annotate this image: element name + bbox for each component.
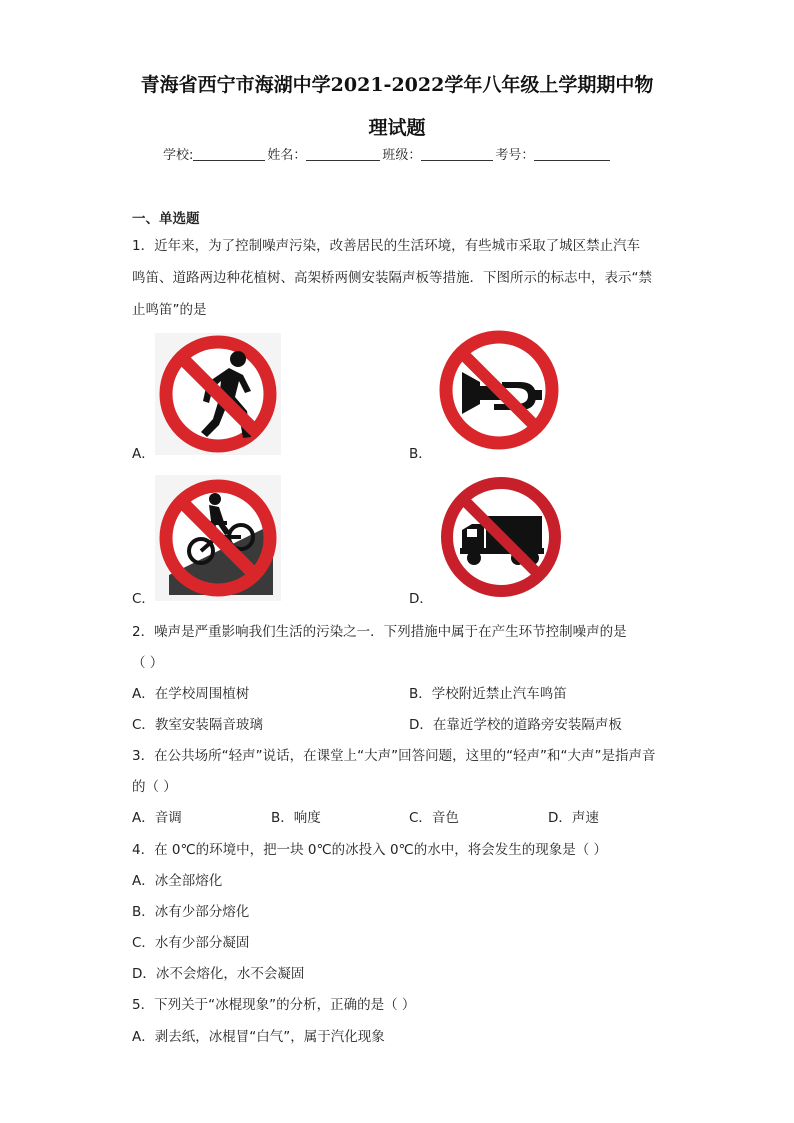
q2-option-a[interactable]: A．在学校周围植树 xyxy=(132,686,250,702)
no-pedestrian-sign-icon xyxy=(155,333,281,455)
q3-option-b[interactable]: B．响度 xyxy=(271,810,321,826)
q4-option-b[interactable]: B．冰有少部分熔化 xyxy=(132,904,250,920)
no-truck-sign-icon xyxy=(438,474,564,600)
number-label: 考号： xyxy=(495,148,535,163)
q1-option-a[interactable]: A． xyxy=(132,446,155,462)
q1-text-line3: 止鸣笛”的是 xyxy=(132,302,207,318)
section-heading-single-choice: 一、单选题 xyxy=(132,211,200,227)
q3-text-line1: 3．在公共场所“轻声”说话，在课堂上“大声”回答问题，这里的“轻声”和“大声”是指声音 xyxy=(132,748,656,764)
q1-option-b[interactable]: B． xyxy=(409,446,432,462)
q4-option-a[interactable]: A．冰全部熔化 xyxy=(132,873,223,889)
q3-option-c[interactable]: C．音色 xyxy=(409,810,459,826)
student-info-row xyxy=(163,144,612,163)
q1-text-line2: 鸣笛、道路两边种花植树、高架桥两侧安装隔声板等措施．下图所示的标志中，表示“禁 xyxy=(132,270,652,286)
school-blank[interactable] xyxy=(193,146,265,161)
q5-option-a[interactable]: A．剥去纸，冰棍冒“白气”，属于汽化现象 xyxy=(132,1029,385,1045)
exam-title-line2: 理试题 xyxy=(368,117,426,139)
q3-option-a[interactable]: A．音调 xyxy=(132,810,182,826)
class-label: 班级： xyxy=(382,148,422,163)
exam-title-line1: 青海省西宁市海湖中学2021-2022学年八年级上学期期中物 xyxy=(140,74,654,96)
number-blank[interactable] xyxy=(534,146,610,161)
q1-option-c[interactable]: C． xyxy=(132,591,155,607)
no-horn-sign-icon xyxy=(436,328,562,452)
school-label: 学校: xyxy=(163,148,194,163)
q1-option-d[interactable]: D． xyxy=(409,591,433,607)
q2-option-c[interactable]: C．教室安装隔音玻璃 xyxy=(132,717,263,733)
q2-text-line1: 2．噪声是严重影响我们生活的污染之一．下列措施中属于在产生环节控制噪声的是 xyxy=(132,624,627,640)
name-label: 姓名： xyxy=(267,148,307,163)
q4-option-c[interactable]: C．水有少部分凝固 xyxy=(132,935,250,951)
class-blank[interactable] xyxy=(421,146,493,161)
name-blank[interactable] xyxy=(306,146,380,161)
q2-option-b[interactable]: B．学校附近禁止汽车鸣笛 xyxy=(409,686,567,702)
q2-option-d[interactable]: D．在靠近学校的道路旁安装隔声板 xyxy=(409,717,622,733)
q2-text-line2: （ ） xyxy=(132,655,164,671)
q4-option-d[interactable]: D．冰不会熔化，水不会凝固 xyxy=(132,966,305,982)
no-bicycle-sign-icon xyxy=(155,475,281,601)
q4-text-line1: 4．在 0℃的环境中，把一块 0℃的冰投入 0℃的水中，将会发生的现象是（ ） xyxy=(132,842,608,858)
q3-text-line2: 的（ ） xyxy=(132,779,177,795)
q5-text-line1: 5．下列关于“冰棍现象”的分析，正确的是（ ） xyxy=(132,997,416,1013)
q3-option-d[interactable]: D．声速 xyxy=(548,810,599,826)
q1-text-line1: 1．近年来，为了控制噪声污染，改善居民的生活环境，有些城市采取了城区禁止汽车 xyxy=(132,238,641,254)
